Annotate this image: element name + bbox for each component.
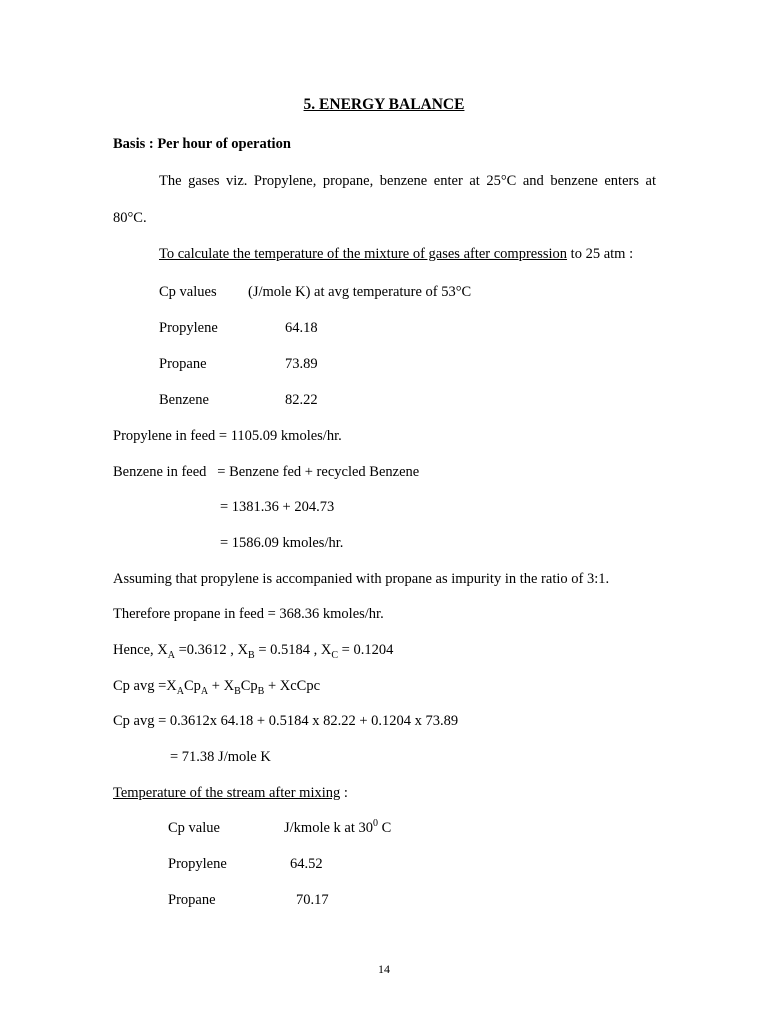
mixing-heading: [113, 786, 348, 801]
calc-heading-tail: to 25 atm :: [567, 246, 634, 262]
cp2-row-name: Propane: [168, 892, 216, 908]
text-run: J/kmole k at 30: [284, 820, 374, 836]
subscript: A: [167, 649, 175, 661]
cp-header-1-label: Cp values: [159, 284, 217, 300]
cp2-row-value: 64.52: [290, 856, 323, 872]
text-run: + X: [208, 678, 235, 694]
cp1-row-value: 73.89: [285, 356, 318, 372]
benzene-feed-eq-1: = 1381.36 + 204.73: [220, 499, 335, 515]
intro-line-2: 80°C.: [113, 210, 147, 226]
cp1-row-name: Benzene: [159, 392, 209, 408]
subscript: A: [200, 685, 209, 697]
text-run: =0.3612 , X: [175, 642, 249, 658]
propylene-feed-line: Propylene in feed = 1105.09 kmoles/hr.: [113, 428, 342, 444]
text-run: Cp: [240, 678, 258, 694]
text-run: Cp: [184, 678, 201, 694]
intro-line-1: The gases viz. Propylene, propane, benzene enter at 25°C and benzene enters at: [159, 173, 656, 189]
subscript: C: [331, 649, 339, 661]
cp-avg-formula: [113, 678, 321, 697]
cp1-row-value: 64.18: [285, 320, 318, 336]
benzene-feed-eq-2: = 1586.09 kmoles/hr.: [220, 535, 344, 551]
page-number: 14: [378, 962, 390, 976]
mixing-heading-tail: :: [340, 785, 348, 801]
cp-header-2-units: [284, 818, 392, 836]
subscript: A: [176, 685, 184, 697]
assumption-line: Assuming that propylene is accompanied with propane as impurity in the ratio of 3:1.: [113, 571, 610, 587]
text-run: + XcCpc: [264, 678, 321, 694]
cp2-row-name: Propylene: [168, 856, 227, 872]
calc-heading-underlined: To calculate the temperature of the mixture of gases after compression: [159, 246, 568, 262]
subscript: B: [257, 685, 265, 697]
subscript: B: [234, 685, 241, 697]
subscript: B: [248, 649, 255, 661]
cp1-row-value: 82.22: [285, 392, 318, 408]
basis-line: Basis : Per hour of operation: [113, 136, 291, 152]
cp1-row-name: Propylene: [159, 320, 218, 336]
mixing-heading-underlined: Temperature of the stream after mixing: [113, 785, 341, 801]
propane-feed-line: Therefore propane in feed = 368.36 kmoles/hr.: [113, 606, 384, 622]
mole-fractions-line: [113, 642, 394, 661]
cp2-row-value: 70.17: [296, 892, 329, 908]
superscript: 0: [373, 818, 379, 830]
cp-header-1-units: (J/mole K) at avg temperature of 53°C: [248, 284, 472, 300]
calc-heading: [159, 247, 633, 262]
cp-header-2-label: Cp value: [168, 820, 220, 836]
text-run: C: [378, 820, 392, 836]
text-run: Hence, X: [113, 642, 168, 658]
text-run: Cp avg =X: [113, 678, 177, 694]
cp1-row-name: Propane: [159, 356, 207, 372]
section-title: 5. ENERGY BALANCE: [303, 96, 465, 113]
text-run: = 0.5184 , X: [254, 642, 332, 658]
cp-avg-calculation: Cp avg = 0.3612x 64.18 + 0.5184 x 82.22 + 0.1204 x 73.89: [113, 713, 459, 729]
cp-avg-result: = 71.38 J/mole K: [170, 749, 271, 765]
text-run: = 0.1204: [338, 642, 394, 658]
benzene-feed-line: Benzene in feed = Benzene fed + recycled Benzene: [113, 464, 420, 480]
